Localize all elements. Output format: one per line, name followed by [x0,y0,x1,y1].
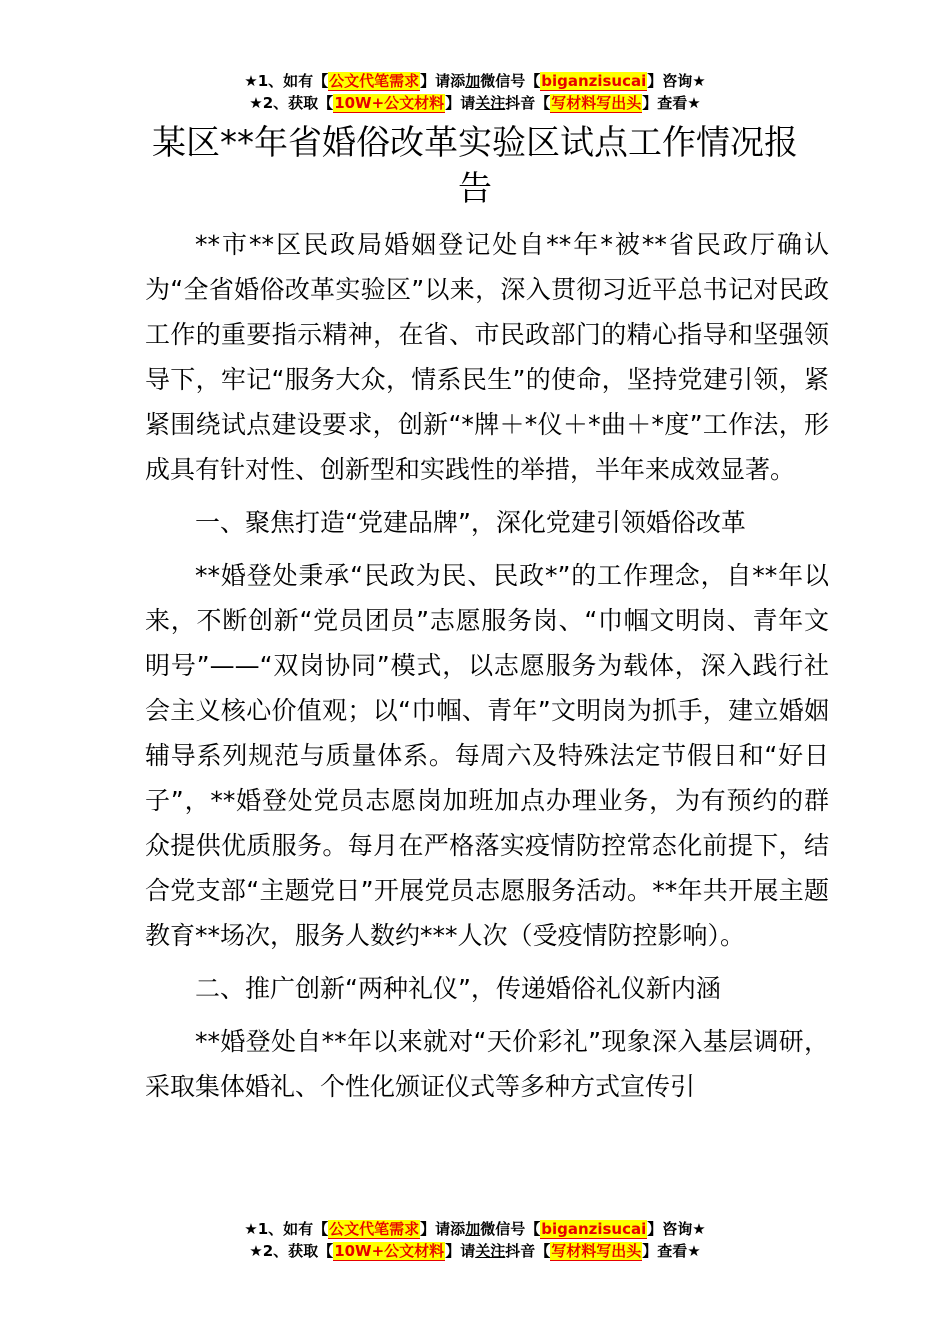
header-notice [0,70,950,114]
highlight-wechat-id: biganzisucai [541,1220,647,1238]
highlight-materials: 10W+公文材料 [334,94,445,112]
highlight-douyin-account: 写材料写出头 [551,94,642,112]
document-title: 某区**年省婚俗改革实验区试点工作情况报告 [152,123,798,209]
notice-line-2: ★2、获取【10W+公文材料】请关注抖音【写材料写出头】查看★ [249,94,701,112]
paragraph-section-1: **婚登处秉承“民政为民、民政*”的工作理念，自**年以来，不断创新“党员团员”志愿服务岗、“巾帼文明岗、青年文明号”——“双岗协同”模式，以志愿服务为载体，深入践行社会主义核心价值观；以“巾帼、青年”文明岗为抓手，建立婚姻辅导系列规范与质量体系。每周六及特殊法定节假日和“好日子”，**婚登处党员志愿岗加班加点办理业务，为有预约的群众提供优质服务。每月在严格落实疫情防控常态化前提下，结合党支部“主题党日”开展党员志愿服务活动。**年共开展主题教育**场次，服务人数约***人次（受疫情防控影响）。 [145,561,829,950]
highlight-materials: 10W+公文材料 [334,1242,445,1260]
highlight-douyin-account: 写材料写出头 [551,1242,642,1260]
paragraph-intro: **市**区民政局婚姻登记处自**年*被**省民政厅确认为“全省婚俗改革实验区”以来，深入贯彻习近平总书记对民政工作的重要指示精神，在省、市民政部门的精心指导和坚强领导下，牢记“服务大众，情系民生”的使命，坚持党建引领，紧紧围绕试点建设要求，创新“*牌＋*仪＋*曲＋*度”工作法，形成具有针对性、创新型和实践性的举措，半年来成效显著。 [145,230,829,484]
paragraph-section-2: **婚登处自**年以来就对“天价彩礼”现象深入基层调研，采取集体婚礼、个性化颁证仪式等多种方式宣传引 [145,1027,829,1101]
section-heading-2: 二、推广创新“两种礼仪”，传递婚俗礼仪新内涵 [195,974,721,1003]
document-body [145,222,829,1117]
section-heading-1: 一、聚焦打造“党建品牌”，深化党建引领婚俗改革 [195,508,746,537]
notice-line-2: ★2、获取【10W+公文材料】请关注抖音【写材料写出头】查看★ [249,1242,701,1260]
notice-line-1: ★1、如有【公文代笔需求】请添加微信号【biganzisucai】咨询★ [244,72,706,90]
notice-line-1: ★1、如有【公文代笔需求】请添加微信号【biganzisucai】咨询★ [244,1220,706,1238]
highlight-wechat-id: biganzisucai [541,72,647,90]
highlight-ghostwriting: 公文代笔需求 [329,72,420,90]
footer-notice [0,1218,950,1262]
highlight-ghostwriting: 公文代笔需求 [329,1220,420,1238]
